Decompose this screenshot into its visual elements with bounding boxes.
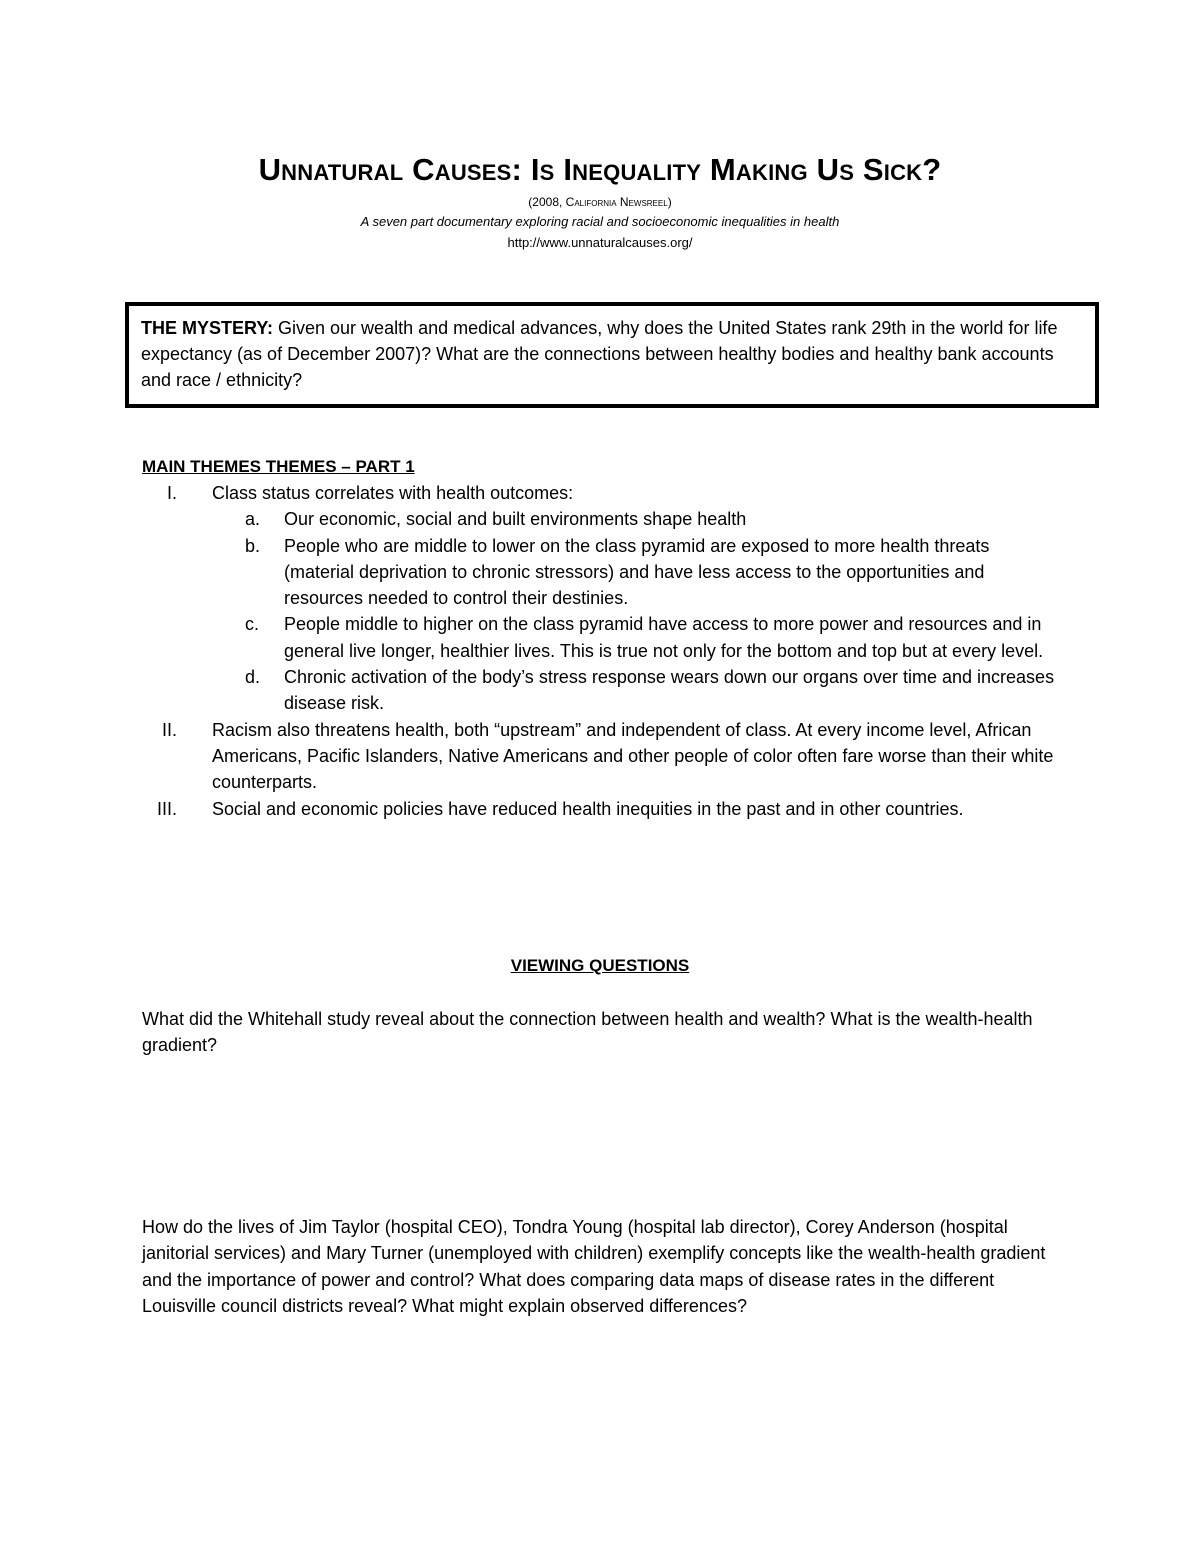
theme-item [142, 717, 1062, 796]
subtheme-text: People middle to higher on the class pyramid have access to more power and resources and in general live longer, healthier lives. This is true not only for the bottom and top but at every level. [284, 614, 1044, 661]
viewing-questions-heading: VIEWING QUESTIONS [510, 956, 690, 975]
subtheme-item [142, 611, 1062, 664]
mystery-label: THE MYSTERY: [141, 318, 274, 338]
theme-number: I. [166, 483, 177, 503]
theme-item [142, 796, 1062, 822]
theme-item [142, 480, 1062, 717]
viewing-question: How do the lives of Jim Taylor (hospital CEO), Tondra Young (hospital lab director), Corey Anderson (hospital janitorial services) and Mary Turner (unemployed with children) exemplify concepts like the wealth-health gradient and the importance of power and control? What does comparing data maps of disease rates in the different Louisville council districts reveal? What might explain observed differences? [142, 1217, 1046, 1316]
document-title: Unnatural Causes: Is Inequality Making Us Sick? [258, 152, 942, 187]
mystery-text: Given our wealth and medical advances, why does the United States rank 29th in the world for life expectancy (as of December 2007)? What are the connections between healthy bodies and healthy bank accounts and race / ethnicity? [141, 318, 1058, 390]
subtheme-text: People who are middle to lower on the class pyramid are exposed to more health threats (material deprivation to chronic stressors) and have less access to the opportunities and resources needed to control their destinies. [284, 535, 990, 609]
theme-number: II. [161, 719, 177, 740]
source-publisher: California Newsreel [565, 195, 668, 209]
main-themes-list [142, 480, 1062, 822]
document-subtitle: A seven part documentary exploring racial and socioeconomic inequalities in health [360, 214, 840, 229]
subtheme-letter: a. [245, 509, 261, 530]
theme-text: Social and economic policies have reduced health inequities in the past and in other countries. [212, 798, 964, 819]
source-open: (2008, [528, 195, 566, 209]
theme-subitems [142, 506, 1062, 716]
subtheme-item [142, 664, 1062, 717]
theme-text: Class status correlates with health outcomes: [212, 483, 574, 503]
document-url: http://www.unnaturalcauses.org/ [507, 235, 693, 250]
theme-number: III. [156, 798, 177, 819]
subtheme-text: Chronic activation of the body’s stress response wears down our organs over time and increases disease risk. [284, 667, 1055, 714]
theme-text: Racism also threatens health, both “upstream” and independent of class. At every income level, African Americans, Pacific Islanders, Native Americans and other people of color often fare worse than their white counterparts. [212, 719, 1054, 793]
document-source [0, 194, 1200, 210]
subtheme-letter: d. [245, 667, 261, 688]
subtheme-item [142, 533, 1062, 612]
main-themes-heading: MAIN THEMES THEMES – PART 1 [142, 457, 415, 476]
source-close: ) [667, 195, 672, 209]
mystery-box [125, 302, 1099, 408]
subtheme-letter: c. [245, 614, 260, 635]
subtheme-item [142, 506, 1062, 532]
subtheme-text: Our economic, social and built environments shape health [284, 509, 747, 530]
subtheme-letter: b. [245, 535, 261, 556]
viewing-question: What did the Whitehall study reveal about the connection between health and wealth? What is the wealth-health gradient? [142, 1009, 1033, 1056]
